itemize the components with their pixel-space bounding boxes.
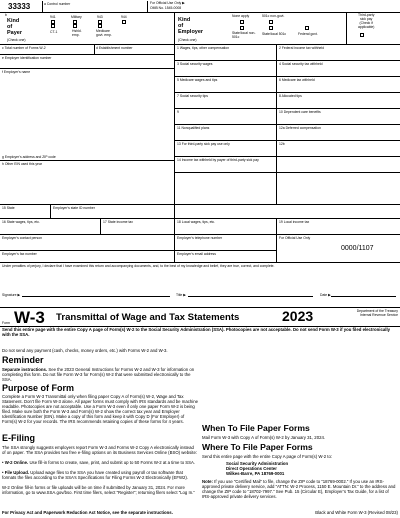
field-label: 9 <box>177 109 179 114</box>
field-label: 12b <box>279 141 285 146</box>
box-8-allocated-tips[interactable] <box>277 92 400 108</box>
field-label: 17 State income tax <box>103 219 133 224</box>
form-version: Black and White Form W-3 (Revised 08/23) <box>315 510 398 515</box>
official-use-box <box>277 234 400 262</box>
field-label: 18 Local wages, tips, etc. <box>177 219 216 224</box>
third-party-sick-pay-label: Third-party sick pay (Check if applicable) <box>358 13 375 29</box>
employer-check-one: (Check one) <box>178 38 197 42</box>
field-label: 19 Local income tax <box>279 219 310 224</box>
box-4-ss-tax[interactable] <box>277 60 400 76</box>
checkbox-ct1[interactable] <box>51 24 55 28</box>
ssa-address-line3: Wilkes-Barre, PA 18769-0001 <box>226 471 285 476</box>
box-e-ein[interactable] <box>0 54 174 68</box>
box-16-state-wages[interactable] <box>0 218 100 234</box>
box-b-letter: b <box>5 13 7 17</box>
purpose-text: Complete a Form W-3 Transmittal only when filing paper Copy A of Form(s) W-2, Wage and Tax Statement. Don’t file Form W-3 alone. All paper forms must comply with IRS standards and be machine readable. Photocopies are not acceptable. Use a Form W-3 even if only one paper Form W-2 is being filed. Make sure both the Form W-3 and Form(s) W-2 show the correct tax year and Employer Identification Number (EIN). Make a copy of this form and keep it with Copy D (For Employer) of Form(s) W-2 for your records. The IRS recommends retaining copies of these forms for 4 years. <box>2 394 198 424</box>
efiling-heading: E-Filing <box>2 433 35 443</box>
purpose-heading: Purpose of Form <box>2 383 75 393</box>
official-use-label: For Official Use Only ▶ <box>150 1 185 5</box>
where-to-file-note <box>202 479 398 499</box>
field-label: 6 Medicare tax withheld <box>279 77 315 82</box>
field-label: 12a Deferred compensation <box>279 125 321 130</box>
bold-lead-text: Note: <box>202 479 213 484</box>
field-label: 3 Social security wages <box>177 61 213 66</box>
control-number-value: 33333 <box>8 2 31 11</box>
checkbox-none-apply[interactable] <box>240 20 244 24</box>
ssa-address-line2: Direct Operations Center <box>226 466 277 471</box>
box-1-wages[interactable] <box>175 44 276 60</box>
field-label: 13 For third-party sick pay use only <box>177 141 230 146</box>
bold-lead-text: • W-2 Online. <box>2 460 29 465</box>
box-6-medicare-tax[interactable] <box>277 76 400 92</box>
box-17-state-tax[interactable] <box>101 218 175 234</box>
box-f-employer-name[interactable] <box>0 68 174 160</box>
bold-lead-text: • File Upload. <box>2 470 30 475</box>
box-c-total-forms[interactable] <box>0 44 94 54</box>
divider <box>0 307 400 308</box>
when-to-file-heading: When To File Paper Forms <box>202 423 310 433</box>
employer-contact-person[interactable] <box>0 234 174 250</box>
form-number: W-3 <box>14 308 45 327</box>
box-10-dependent-care[interactable] <box>277 108 400 124</box>
checkbox-state-local-non501c[interactable] <box>240 26 244 30</box>
field-label: Employer’s state ID number <box>53 205 95 210</box>
signature-line[interactable] <box>22 296 170 297</box>
box-15-state[interactable] <box>0 204 50 218</box>
kind-of-payer-title: Kind of Payer <box>7 18 22 36</box>
form-id-number: 0000/1107 <box>341 245 374 252</box>
field-label: 11 Nonqualified plans <box>177 125 210 130</box>
employer-telephone[interactable] <box>175 234 276 250</box>
field-label: 15 State <box>2 205 15 210</box>
box-13-third-party[interactable] <box>175 140 276 156</box>
kind-of-employer-title: Kind of Employer <box>178 17 204 35</box>
bold-lead-text: Separate instructions. <box>2 367 48 372</box>
box-2-federal-tax[interactable] <box>277 44 400 60</box>
employer-state-local-501c: State/local 501c <box>262 32 287 36</box>
checkbox-federal-govt[interactable] <box>305 26 309 30</box>
divider <box>0 12 400 13</box>
payer-label-hshld: Hshld. emp. <box>72 29 82 37</box>
payer-code-military: Military <box>71 15 82 19</box>
divider <box>174 12 175 44</box>
payer-check-one: (Check one) <box>7 38 26 42</box>
employer-state-local-non501c: State/local non-501c <box>232 31 256 39</box>
employer-fax[interactable] <box>0 250 174 262</box>
box-h-other-ein[interactable] <box>0 160 174 204</box>
control-number-label: a Control number <box>44 2 71 6</box>
efiling-deadline-text: W-2 Online fill-in forms or file uploads will be on time if submitted by January 31, 2024. For more information, go to www.SSA.gov/bso. First time filers, select “Register”; returning filers select “Log In.” <box>2 485 195 495</box>
box-11-nonqualified[interactable] <box>175 124 276 140</box>
checkbox-501c-nongovt[interactable] <box>269 20 273 24</box>
employer-federal-govt: Federal govt. <box>298 32 318 36</box>
intro-no-payment: Do not send any payment (cash, checks, money orders, etc.) with Forms W-2 and W-3. <box>2 348 168 353</box>
efiling-text: The SSA strongly suggests employers report Form W-3 and Forms W-2 Copy A electronically instead of on paper. The SSA provides two free e-filing options on its Business Services Online (BSO) website: <box>2 445 198 455</box>
field-label: For Official Use Only <box>279 235 311 240</box>
box-3-ss-wages[interactable] <box>175 60 276 76</box>
where-to-file-text: Send this entire page with the entire Copy A page of Form(s) W-2 to: <box>202 454 333 459</box>
field-label: c Total number of Forms W-2 <box>2 45 46 50</box>
perjury-statement: Under penalties of perjury, I declare that I have examined this return and accompanying documents, and, to the best of my knowledge and belief, they are true, correct, and complete. <box>2 264 275 268</box>
checkbox-hshld[interactable] <box>73 24 77 28</box>
field-label: 4 Social security tax withheld <box>279 61 323 66</box>
field-label: 14 Income tax withheld by payer of third-party sick pay <box>177 157 259 162</box>
payer-code-943: 943 <box>97 15 103 19</box>
field-label: h Other EIN used this year <box>2 161 42 166</box>
ssa-address-line1: Social Security Administration <box>226 461 289 466</box>
box-18-local-wages[interactable] <box>175 218 276 234</box>
date-line[interactable] <box>331 296 396 297</box>
field-label: 8 Allocated tips <box>279 93 302 98</box>
body-text: See the 2023 General Instructions for Forms W-2 and W-3 for information on completing this form. Do not file Form W-3 for Form(s) W-2 that were submitted electronically to the SSA. <box>2 367 195 382</box>
field-label: 16 State wages, tips, etc. <box>2 219 40 224</box>
checkbox-state-local-501c[interactable] <box>269 26 273 30</box>
privacy-notice: For Privacy Act and Paperwork Reduction Act Notice, see the separate instructions. <box>2 510 173 515</box>
body-text: Upload wage files to the SSA you have created using payroll or tax software that formats the files according to the SSA’s Specifications for Filing Forms W-2 Electronically (EFW2). <box>2 470 189 480</box>
field-label: 1 Wages, tips, other compensation <box>177 45 230 50</box>
where-to-file-heading: Where To File Paper Forms <box>202 442 313 452</box>
signature-label: Signature ▶ <box>2 293 21 297</box>
payer-label-ct1: CT-1 <box>50 30 58 34</box>
box-5-medicare-wages[interactable] <box>175 76 276 92</box>
title-label: Title ▶ <box>176 293 186 297</box>
when-to-file-text: Mail Form W-3 with Copy A of Form(s) W-2 by January 31, 2024. <box>202 435 326 440</box>
field-label: f Employer’s name <box>2 69 31 74</box>
field-label: Employer’s contact person <box>2 235 43 240</box>
reminder-heading: Reminder <box>2 355 44 365</box>
checkbox-944[interactable] <box>122 20 126 24</box>
reminder-text <box>2 367 198 382</box>
field-label: Employer’s fax number <box>2 251 37 256</box>
divider <box>147 1 148 12</box>
divider <box>42 1 43 12</box>
intro-instructions: Send this entire page with the entire Copy A page of Form(s) W-2 to the Social Security Administration (SSA). Photocopies are not acceptable. Do not send Form W-3 if you filed electronically with the SSA. <box>2 327 391 337</box>
payer-code-944: 944 <box>121 15 127 19</box>
form-prefix: Form <box>2 321 10 325</box>
field-label: 5 Medicare wages and tips <box>177 77 218 82</box>
field-label: 2 Federal income tax withheld <box>279 45 325 50</box>
efiling-w2-online <box>2 460 198 465</box>
body-text: Use fill-in forms to create, save, print, and submit up to 50 Forms W-2 at a time to SSA. <box>28 460 196 465</box>
box-19-local-tax[interactable] <box>277 218 400 234</box>
box-14-income-tax-withheld[interactable] <box>175 156 400 172</box>
field-label: Employer’s email address <box>177 251 216 256</box>
field-label: e Employer identification number <box>2 55 52 60</box>
checkbox-medicare[interactable] <box>98 24 102 28</box>
box-9[interactable] <box>175 108 276 124</box>
box-12b[interactable] <box>277 140 400 156</box>
form-title: Transmittal of Wage and Tax Statements <box>56 312 240 323</box>
employer-501c-nongovt: 501c non-govt. <box>262 14 285 18</box>
body-text: If you use “Certified Mail” to file, change the ZIP code to “18769-0002.” If you use an IRS-approved private delivery service, add “ATTN: W-2 Process, 1150 E. Mountain Dr.” to the address and change the ZIP code to “18702-7997.” See Pub. 15 (Circular E), Employer’s Tax Guide, for a list of IRS-approved private delivery services. <box>202 479 396 499</box>
efiling-file-upload <box>2 470 198 480</box>
field-label: 7 Social security tips <box>177 93 208 98</box>
employer-none-apply: None apply <box>232 14 250 18</box>
box-g-address-label: g Employer’s address and ZIP code <box>2 155 56 159</box>
field-label: 10 Dependent care benefits <box>279 109 321 114</box>
divider <box>346 12 347 44</box>
date-label: Date ▶ <box>320 293 331 297</box>
omb-number: OMB No. 1545-0008 <box>150 6 182 10</box>
field-label: d Establishment number <box>96 45 133 50</box>
box-d-establishment[interactable] <box>94 44 174 54</box>
form-year: 2023 <box>282 308 314 324</box>
checkbox-third-party-sick-pay[interactable] <box>360 33 364 37</box>
box-15-state-id[interactable] <box>51 204 174 218</box>
payer-label-medicare: Medicare govt. emp. <box>96 29 112 37</box>
treasury-department: Department of the Treasury Internal Revenue Service <box>356 309 398 317</box>
box-12a-deferred[interactable] <box>277 124 400 140</box>
divider <box>0 262 400 263</box>
payer-code-941: 941 <box>50 15 56 19</box>
divider <box>174 172 400 173</box>
field-label: Employer’s telephone number <box>177 235 223 240</box>
title-line[interactable] <box>188 296 313 297</box>
employer-email[interactable] <box>175 250 276 262</box>
box-7-ss-tips[interactable] <box>175 92 276 108</box>
